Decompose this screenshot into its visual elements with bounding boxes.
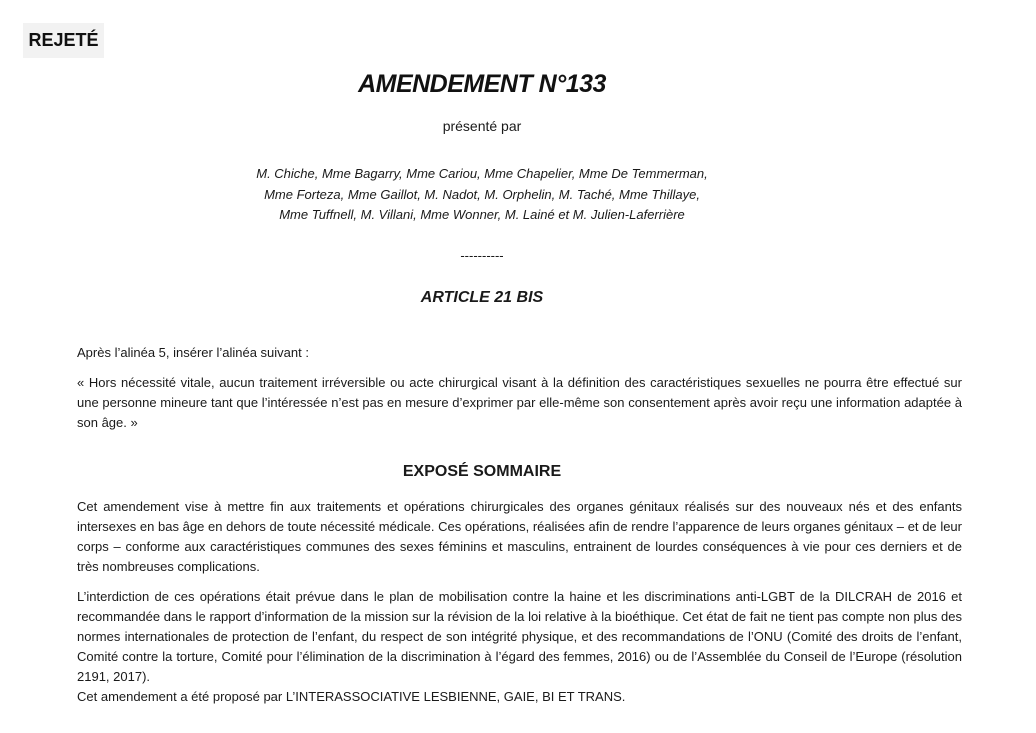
summary-paragraph: Cet amendement a été proposé par L’INTERASSOCIATIVE LESBIENNE, GAIE, BI ET TRANS. — [77, 689, 626, 704]
authors-list — [0, 164, 964, 226]
amendment-text: « Hors nécessité vitale, aucun traitement irréversible ou acte chirurgical visant à la définition des caractéristiques sexuelles ne pourra être effectué sur une personne mineure tant que l’intéressée n’est pas en mesure d’exprimer par elle-même son consentement après avoir reçu une information adaptée à son âge. » — [77, 375, 962, 430]
authors-line: Mme Forteza, Mme Gaillot, M. Nadot, M. Orphelin, M. Taché, Mme Thillaye, — [264, 186, 700, 202]
amendment-title: AMENDEMENT N°133 — [358, 70, 606, 98]
summary-title: EXPOSÉ SOMMAIRE — [402, 463, 562, 480]
separator: ---------- — [460, 248, 504, 263]
summary-paragraph: Cet amendement vise à mettre fin aux traitements et opérations chirurgicales des organes génitaux réalisés sur des nouveaux nés et des enfants intersexes en bas âge en dehors de toute nécessité médicale. Ces opérations, réalisées afin de rendre l’apparence de leurs organes génitaux – et de leur corps – conforme aux caractéristiques communes des sexes féminins et masculins, entrainent de lourdes conséquences à vie pour ces derniers et de très nombreuses complications. — [77, 499, 962, 574]
presented-by-label: présenté par — [442, 118, 522, 134]
authors-line: M. Chiche, Mme Bagarry, Mme Cariou, Mme Chapelier, Mme De Temmerman, — [256, 166, 708, 181]
summary-paragraph: L’interdiction de ces opérations était prévue dans le plan de mobilisation contre la haine et les discriminations anti-LGBT de la DILCRAH de 2016 et recommandée dans le rapport d’information de la mission sur la révision de la loi relative à la bioéthique. Cet état de fait ne tient pas compte non plus des normes internationales de protection de l’enfant, du respect de son intégrité physique, et des recommandations de l’ONU (Comité des droits de l’enfant, Comité contre la torture, Comité pour l’élimination de la discrimination à l’égard des femmes, 2016) ou de l’Assemblée du Conseil de l’Europe (résolution 2191, 2017). — [77, 589, 962, 684]
authors-line: Mme Tuffnell, M. Villani, Mme Wonner, M. Lainé et M. Julien-Laferrière — [279, 207, 685, 222]
instruction-text: Après l’alinéa 5, insérer l’alinéa suivant : — [77, 345, 309, 360]
article-title: ARTICLE 21 BIS — [420, 289, 544, 306]
status-badge: REJETÉ — [23, 23, 104, 58]
